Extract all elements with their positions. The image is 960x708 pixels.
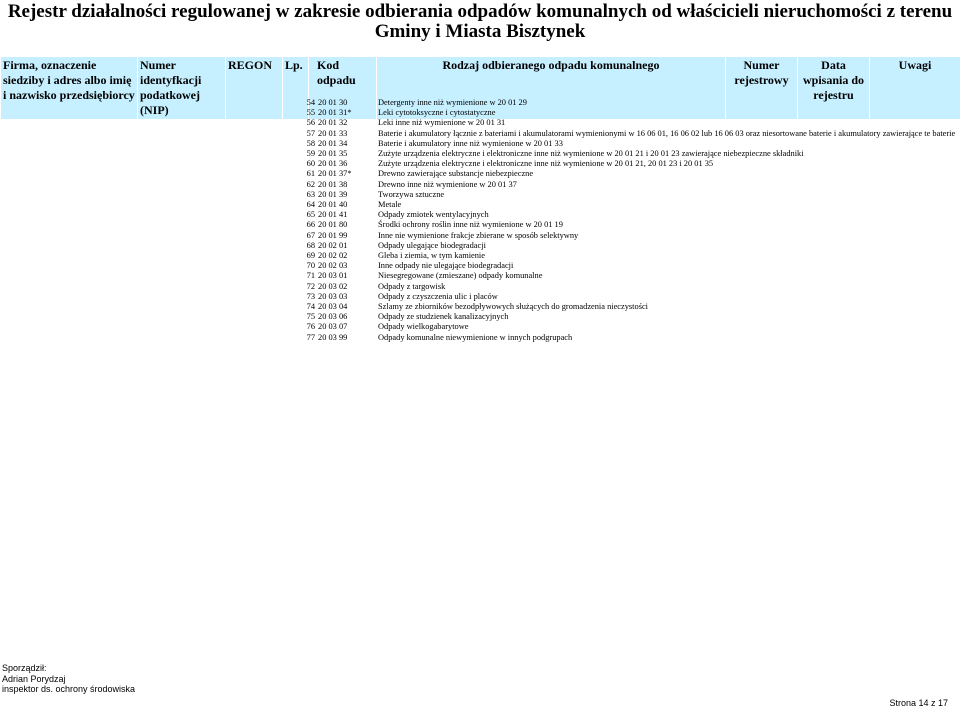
row-rodzaj: Niesegregowane (zmieszane) odpady komunalne (378, 271, 542, 281)
row-lp: 61 (303, 169, 315, 179)
row-kod: 20 03 06 (315, 312, 378, 322)
row-lp: 55 (303, 108, 315, 118)
table-row (303, 200, 960, 210)
row-lp: 75 (303, 312, 315, 322)
row-kod: 20 02 03 (315, 261, 378, 271)
row-rodzaj: Metale (378, 200, 401, 210)
row-kod: 20 03 02 (315, 282, 378, 292)
row-rodzaj: Odpady z targowisk (378, 282, 445, 292)
table-row (303, 251, 960, 261)
footer (2, 663, 135, 695)
row-kod: 20 03 01 (315, 271, 378, 281)
table-row (303, 271, 960, 281)
table-row (303, 333, 960, 343)
page-title (0, 2, 960, 42)
row-rodzaj: Odpady zmiotek wentylacyjnych (378, 210, 489, 220)
table-row (303, 118, 960, 128)
table-row (303, 98, 960, 108)
row-kod: 20 01 30 (315, 98, 378, 108)
row-rodzaj: Gleba i ziemia, w tym kamienie (378, 251, 485, 261)
row-kod: 20 03 99 (315, 333, 378, 343)
row-rodzaj: Drewno inne niż wymienione w 20 01 37 (378, 180, 517, 190)
row-lp: 70 (303, 261, 315, 271)
header-data: Data wpisania do rejestru (798, 57, 870, 120)
row-rodzaj: Baterie i akumulatory inne niż wymienione w 20 01 33 (378, 139, 563, 149)
table-row (303, 190, 960, 200)
row-rodzaj: Drewno zawierające substancje niebezpieczne (378, 169, 533, 179)
table-row (303, 282, 960, 292)
row-kod: 20 02 01 (315, 241, 378, 251)
table-row (303, 129, 960, 139)
table-row (303, 180, 960, 190)
table-row (303, 149, 960, 159)
row-rodzaj: Inne odpady nie ulegające biodegradacji (378, 261, 513, 271)
footer-position: inspektor ds. ochrony środowiska (2, 684, 135, 695)
page-number: Strona 14 z 17 (889, 698, 948, 708)
row-rodzaj: Leki cytotoksyczne i cytostatyczne (378, 108, 495, 118)
row-lp: 72 (303, 282, 315, 292)
row-kod: 20 01 33 (315, 129, 378, 139)
row-kod: 20 01 31* (315, 108, 378, 118)
row-lp: 62 (303, 180, 315, 190)
row-kod: 20 01 34 (315, 139, 378, 149)
row-kod: 20 03 03 (315, 292, 378, 302)
row-lp: 76 (303, 322, 315, 332)
row-kod: 20 01 39 (315, 190, 378, 200)
waste-list (303, 98, 960, 343)
table-row (303, 261, 960, 271)
row-rodzaj: Odpady ze studzienek kanalizacyjnych (378, 312, 508, 322)
footer-label: Sporządził: (2, 663, 135, 674)
row-lp: 56 (303, 118, 315, 128)
row-kod: 20 03 04 (315, 302, 378, 312)
row-rodzaj: Szlamy ze zbiorników bezodpływowych służących do gromadzenia nieczystości (378, 302, 648, 312)
header-rodzaj: Rodzaj odbieranego odpadu komunalnego (377, 57, 726, 120)
row-kod: 20 01 41 (315, 210, 378, 220)
header-numer: Numer rejestrowy (726, 57, 798, 120)
table-row (303, 322, 960, 332)
row-lp: 74 (303, 302, 315, 312)
row-lp: 73 (303, 292, 315, 302)
row-rodzaj: Zużyte urządzenia elektryczne i elektroniczne inne niż wymienione w 20 01 21, 20 01 23 i 20 01 35 (378, 159, 713, 169)
header-firma: Firma, oznaczenie siedziby i adres albo imię i nazwisko przedsiębiorcy (1, 57, 138, 120)
row-rodzaj: Środki ochrony roślin inne niż wymienione w 20 01 19 (378, 220, 563, 230)
table-row (303, 302, 960, 312)
row-kod: 20 01 40 (315, 200, 378, 210)
table-row (303, 169, 960, 179)
row-rodzaj: Baterie i akumulatory łącznie z bateriami i akumulatorami wymienionymi w 16 06 01, 16 06 02 lub 16 06 03 oraz niesortowane baterie i akumulatory zawierające te baterie (378, 129, 955, 139)
table-row (303, 159, 960, 169)
row-lp: 54 (303, 98, 315, 108)
row-lp: 69 (303, 251, 315, 261)
table-row (303, 108, 960, 118)
table-row (303, 139, 960, 149)
row-rodzaj: Inne nie wymienione frakcje zbierane w sposób selektywny (378, 231, 578, 241)
row-rodzaj: Odpady ulegające biodegradacji (378, 241, 486, 251)
row-lp: 66 (303, 220, 315, 230)
row-lp: 60 (303, 159, 315, 169)
row-rodzaj: Odpady wielkogabarytowe (378, 322, 468, 332)
row-rodzaj: Odpady komunalne niewymienione w innych podgrupach (378, 333, 572, 343)
row-kod: 20 01 80 (315, 220, 378, 230)
row-lp: 58 (303, 139, 315, 149)
row-kod: 20 01 37* (315, 169, 378, 179)
header-uwagi: Uwagi (870, 57, 960, 120)
header-lp: Lp. (283, 57, 309, 120)
table-row (303, 210, 960, 220)
row-lp: 77 (303, 333, 315, 343)
row-rodzaj: Zużyte urządzenia elektryczne i elektroniczne inne niż wymienione w 20 01 21 i 20 01 23 zawierające niebezpieczne składniki (378, 149, 804, 159)
title-line-2: Gminy i Miasta Bisztynek (0, 22, 960, 42)
table-row (303, 312, 960, 322)
row-rodzaj: Leki inne niż wymienione w 20 01 31 (378, 118, 505, 128)
row-kod: 20 01 36 (315, 159, 378, 169)
table-row (303, 231, 960, 241)
header-kod: Kod odpadu (309, 57, 377, 120)
row-lp: 71 (303, 271, 315, 281)
row-lp: 64 (303, 200, 315, 210)
row-lp: 59 (303, 149, 315, 159)
table-row (303, 220, 960, 230)
row-kod: 20 02 02 (315, 251, 378, 261)
footer-name: Adrian Porydzaj (2, 674, 135, 685)
row-lp: 68 (303, 241, 315, 251)
row-lp: 63 (303, 190, 315, 200)
row-kod: 20 03 07 (315, 322, 378, 332)
row-rodzaj: Detergenty inne niż wymienione w 20 01 29 (378, 98, 527, 108)
row-lp: 65 (303, 210, 315, 220)
table-row (303, 292, 960, 302)
header-nip: Numer identyfkacji podatkowej (NIP) (138, 57, 226, 120)
header-regon: REGON (226, 57, 283, 120)
row-kod: 20 01 99 (315, 231, 378, 241)
row-kod: 20 01 32 (315, 118, 378, 128)
table-row (303, 241, 960, 251)
row-rodzaj: Odpady z czyszczenia ulic i placów (378, 292, 498, 302)
row-lp: 67 (303, 231, 315, 241)
row-lp: 57 (303, 129, 315, 139)
row-kod: 20 01 35 (315, 149, 378, 159)
row-rodzaj: Tworzywa sztuczne (378, 190, 444, 200)
title-line-1: Rejestr działalności regulowanej w zakresie odbierania odpadów komunalnych od właścicieli nieruchomości z terenu (0, 2, 960, 22)
row-kod: 20 01 38 (315, 180, 378, 190)
